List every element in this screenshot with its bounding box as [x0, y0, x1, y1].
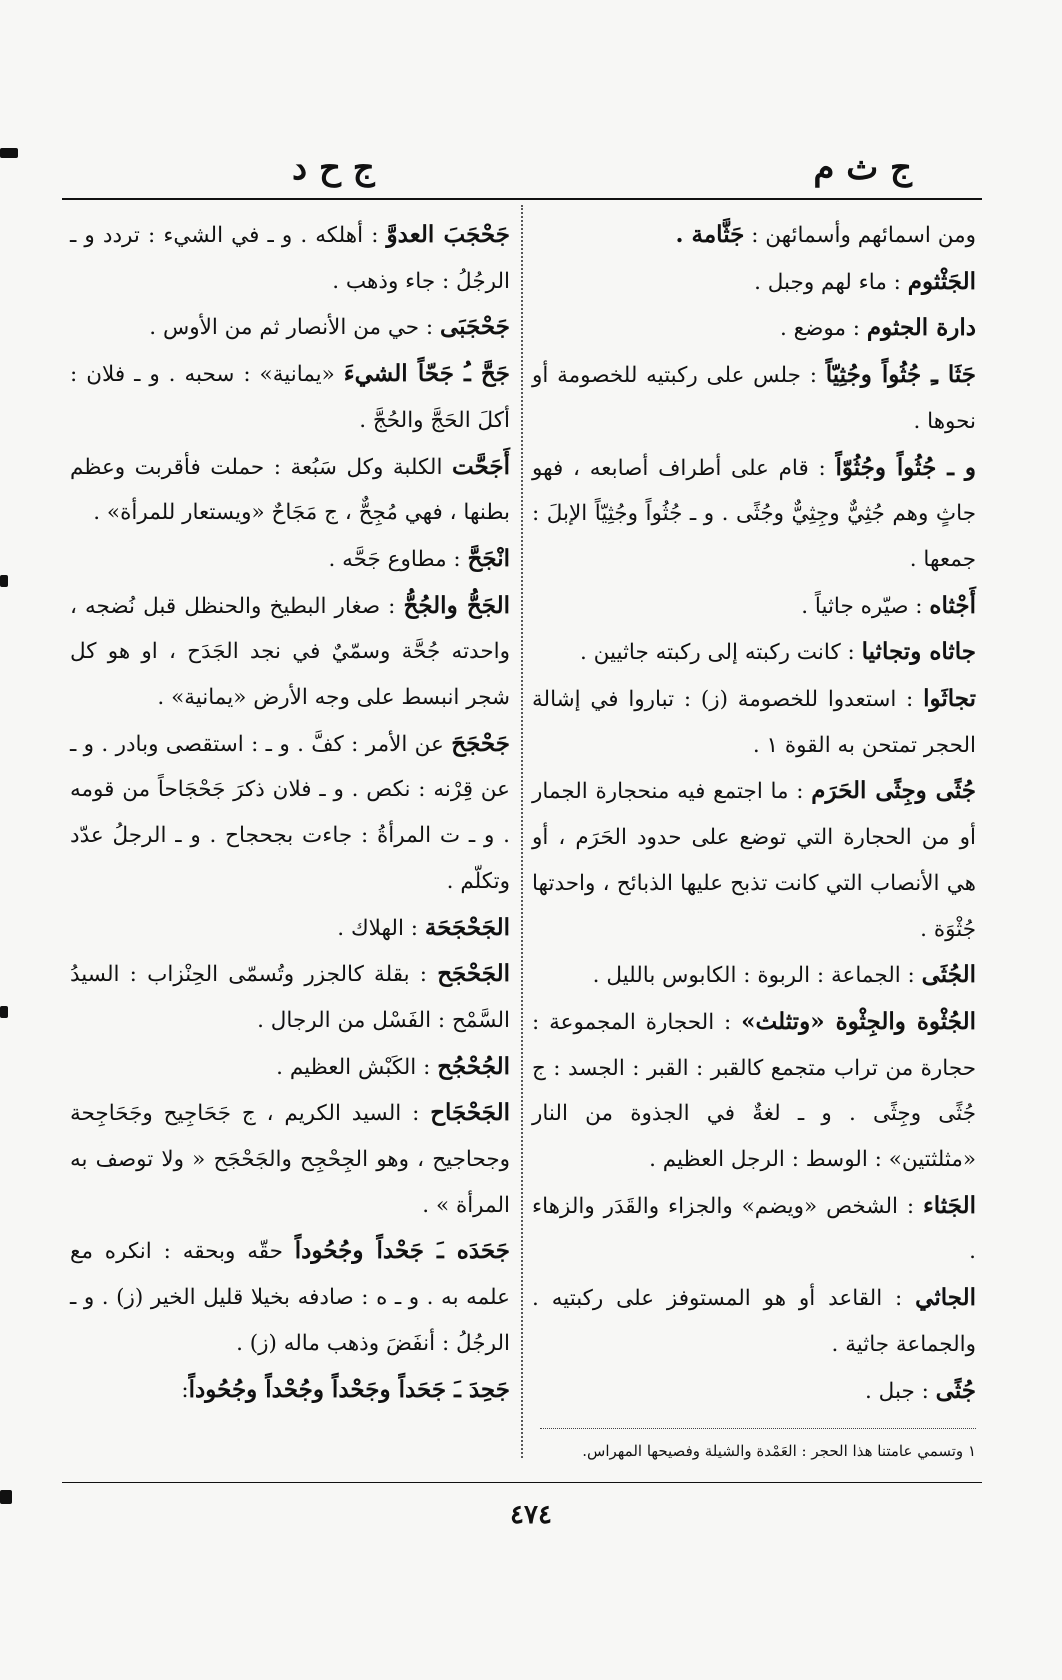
entry-definition: : بقلة كالجزر وتُسمّى الحِنْزاب : السيدُ السَّمْح : الفَسْل من الرجال . [70, 962, 510, 1033]
entry-definition: حقّه وبحقه : انكره مع علمه به . و ـ ه : صادفه بخيلا قليل الخير (ز) . و ـ الرجُلُ : أنفَضَ وذهب ماله (ز) . [70, 1239, 510, 1356]
entry-headword: الجاثي [915, 1284, 976, 1312]
entry-headword: دارة الجثوم [866, 314, 976, 342]
entry-definition: : الجماعة : الربوة : الكابوس بالليل . [592, 963, 922, 989]
header-root-left: ج ح د [292, 148, 375, 188]
entry-definition: : القاعد أو هو المستوفز على ركبتيه . والجماعة جاثية . [532, 1286, 976, 1357]
entry-definition: : حي من الأنصار ثم من الأوس . [149, 315, 440, 341]
footer-rule [62, 1482, 982, 1483]
running-header [62, 148, 982, 198]
dictionary-entry [70, 721, 510, 905]
header-rule [62, 198, 982, 200]
footnote-rule [540, 1428, 976, 1429]
dictionary-entry [532, 1275, 976, 1367]
dictionary-entry [532, 212, 976, 259]
dictionary-entry [70, 536, 510, 583]
entry-definition: : الهلاك . [337, 915, 425, 941]
dictionary-entry [532, 352, 976, 444]
entry-headword: جَثَّامة . [675, 221, 745, 248]
dictionary-entry [70, 444, 510, 536]
dictionary-entry [70, 1228, 510, 1366]
scan-mark [0, 1006, 8, 1018]
entry-definition: : مطاوع جَحَّه . [328, 546, 468, 572]
scan-mark [0, 575, 8, 587]
entry-headword: الجُثَى [921, 961, 976, 989]
entry-headword: جاثاه وتجاثيا [861, 638, 976, 666]
scan-mark [0, 148, 18, 158]
entry-headword: جَحْجَبَى [439, 313, 510, 341]
entry-headword: تجاثَوا [923, 685, 976, 713]
entry-headword: الجَثْثوم [907, 267, 976, 295]
dictionary-entry [532, 1368, 976, 1415]
entry-definition: الكلبة وكل سَبُعة : حملت فأقربت وعظم بطنها ، فهي مُجِحٌّ ، ج مَجَاحٌ «ويستعار للمرأة» . [70, 454, 510, 526]
entry-headword: الجَحْجَاح [430, 1099, 510, 1127]
dictionary-entry [532, 952, 976, 999]
entry-definition: : جبل . [865, 1378, 936, 1404]
entry-headword: و ـ جُثُواً وجُثُوّاً [835, 453, 976, 481]
right-column [532, 212, 976, 1414]
entry-definition: : السيد الكريم ، ج جَحَاجِيح وجَحَاجِحة وجحاجيح ، وهو الجِحْجِح والجَحْجَح « ولا توصف به المرأة » . [70, 1101, 510, 1218]
dictionary-entry [70, 1367, 510, 1414]
dictionary-entry [70, 1044, 510, 1091]
entry-definition: : الكَبْش العظيم . [276, 1054, 438, 1080]
entry-definition: : قام على أطراف أصابعه ، فهو جاثٍ وهم جُثِيٌّ وجِثِيٌّ وجُثًى . و ـ جُثُواً وجُثِيّاً الإبلَ : جمعها . [532, 455, 976, 572]
column-divider [521, 205, 523, 1458]
dictionary-entry [532, 768, 976, 952]
entry-headword: الجُثْوة والجِثْوة «وتثلث» [741, 1007, 976, 1035]
left-column [70, 212, 510, 1413]
dictionary-entry [70, 1090, 510, 1228]
entry-headword: أَجْثاه [929, 591, 976, 619]
entry-headword: جَحْجَحَ [451, 729, 510, 757]
entry-headword: جُثًى وجِثًى الحَرَم [811, 777, 976, 805]
entry-definition: ومن اسمائهم وأسمائهن : [744, 223, 976, 248]
entry-headword: جَحَّ ـُ جَحّاً الشيءَ [343, 360, 510, 388]
entry-definition: «يمانية» : سحبه . و ـ فلان : أكلَ الحَجَّ والحُجَّ . [70, 362, 510, 433]
entry-definition: : ماء لهم وجبل . [754, 269, 908, 295]
entry-headword: جُثًى [935, 1376, 976, 1404]
entry-definition: : جلس على ركبتيه للخصومة أو نحوها . [532, 363, 976, 434]
entry-definition: : أهلكه . و ـ في الشيء : تردد و ـ الرجُلُ : جاء وذهب . [70, 223, 510, 294]
entry-headword: الجَحْجَحَة [424, 913, 510, 941]
entry-definition: : الحجارة المجموعة : حجارة من تراب متجمع كالقبر : القبر : الجسد : ج جُثًى وجِثًى . و ـ لغةٌ في الجذوة من النار «مثلثتين» : الوسط : الرجل العظيم . [532, 1009, 976, 1173]
header-root-right: ج ث م [813, 148, 912, 188]
dictionary-entry [532, 583, 976, 630]
scan-mark [0, 1490, 12, 1504]
entry-headword: جَحِدَ ـَ جَحَداً وجَحْداً وجُحْداً وجُحُوداً [188, 1375, 510, 1403]
entry-definition: : موضع . [779, 316, 867, 342]
dictionary-entry [70, 212, 510, 304]
dictionary-entry [532, 629, 976, 676]
entry-headword: الجَحْجَح [437, 960, 510, 988]
entry-headword: جَثَا ـِ جُثُواً وجُثِيّاً [825, 361, 976, 389]
entry-headword: الجَثاء [922, 1191, 976, 1219]
entry-definition: : ما اجتمع فيه منحجارة الجمار أو من الحجارة التي توضع على حدود الحَرَم ، أو هي الأنصاب التي كانت تذبح عليها الذبائح ، واحدتها جُثْوَة . [532, 779, 976, 942]
entry-definition: عن الأمر : كفَّ . و ـ : استقصى وبادر . و ـ عن قِرْنه : نكص . و ـ فلان ذكرَ جَحْجَاحاً من قومه . و ـ ت المرأةُ : جاءت بجحجاح . و ـ الرجلُ عدّد وتكلّم . [70, 731, 510, 894]
entry-headword: جَحْجَبَ العدوَّ [386, 221, 510, 248]
dictionary-entry [532, 259, 976, 306]
dictionary-entry [532, 999, 976, 1183]
dictionary-entry [70, 351, 510, 443]
footnote: ١ وتسمي عامتنا هذا الحجر : العَمْدة والشيلة وفصيحها المهراس. [582, 1442, 976, 1460]
entry-definition: : كانت ركبته إلى ركبته جاثيين . [579, 640, 862, 666]
entry-headword: أَجَحَّت [451, 452, 510, 480]
entry-headword: جَحَدَه ـَ جَحْداً وجُحُوداً [294, 1237, 510, 1265]
entry-definition: : صيّره جاثياً . [801, 593, 930, 619]
entry-definition: : [181, 1377, 189, 1403]
dictionary-entry [70, 304, 510, 351]
entry-definition: : استعدوا للخصومة (ز) : تباروا في إشالة الحجر تمتحن به القوة ١ . [532, 687, 976, 758]
dictionary-entry [70, 905, 510, 952]
dictionary-entry [532, 445, 976, 583]
entry-definition: : الشخص «ويضم» والجزاء والقَدَر والزهاء . [532, 1193, 976, 1265]
dictionary-entry [532, 1183, 976, 1275]
entry-headword: انْجَحَّ [467, 544, 510, 572]
page-number: ٤٧٤ [510, 1500, 552, 1530]
dictionary-entry [70, 583, 510, 721]
dictionary-entry [532, 676, 976, 768]
entry-headword: الجَحُّ والجُحُّ [403, 591, 511, 619]
entry-definition: : صغار البطيخ والحنظل قبل نُضجه ، واحدته جُحَّة وسمّيٌ في نجد الجَدَح ، او هو كل شجر انبسط على وجه الأرض «يمانية» . [70, 593, 510, 711]
dictionary-entry [532, 305, 976, 352]
dictionary-entry [70, 951, 510, 1043]
entry-headword: الجُحْجُح [437, 1052, 510, 1080]
